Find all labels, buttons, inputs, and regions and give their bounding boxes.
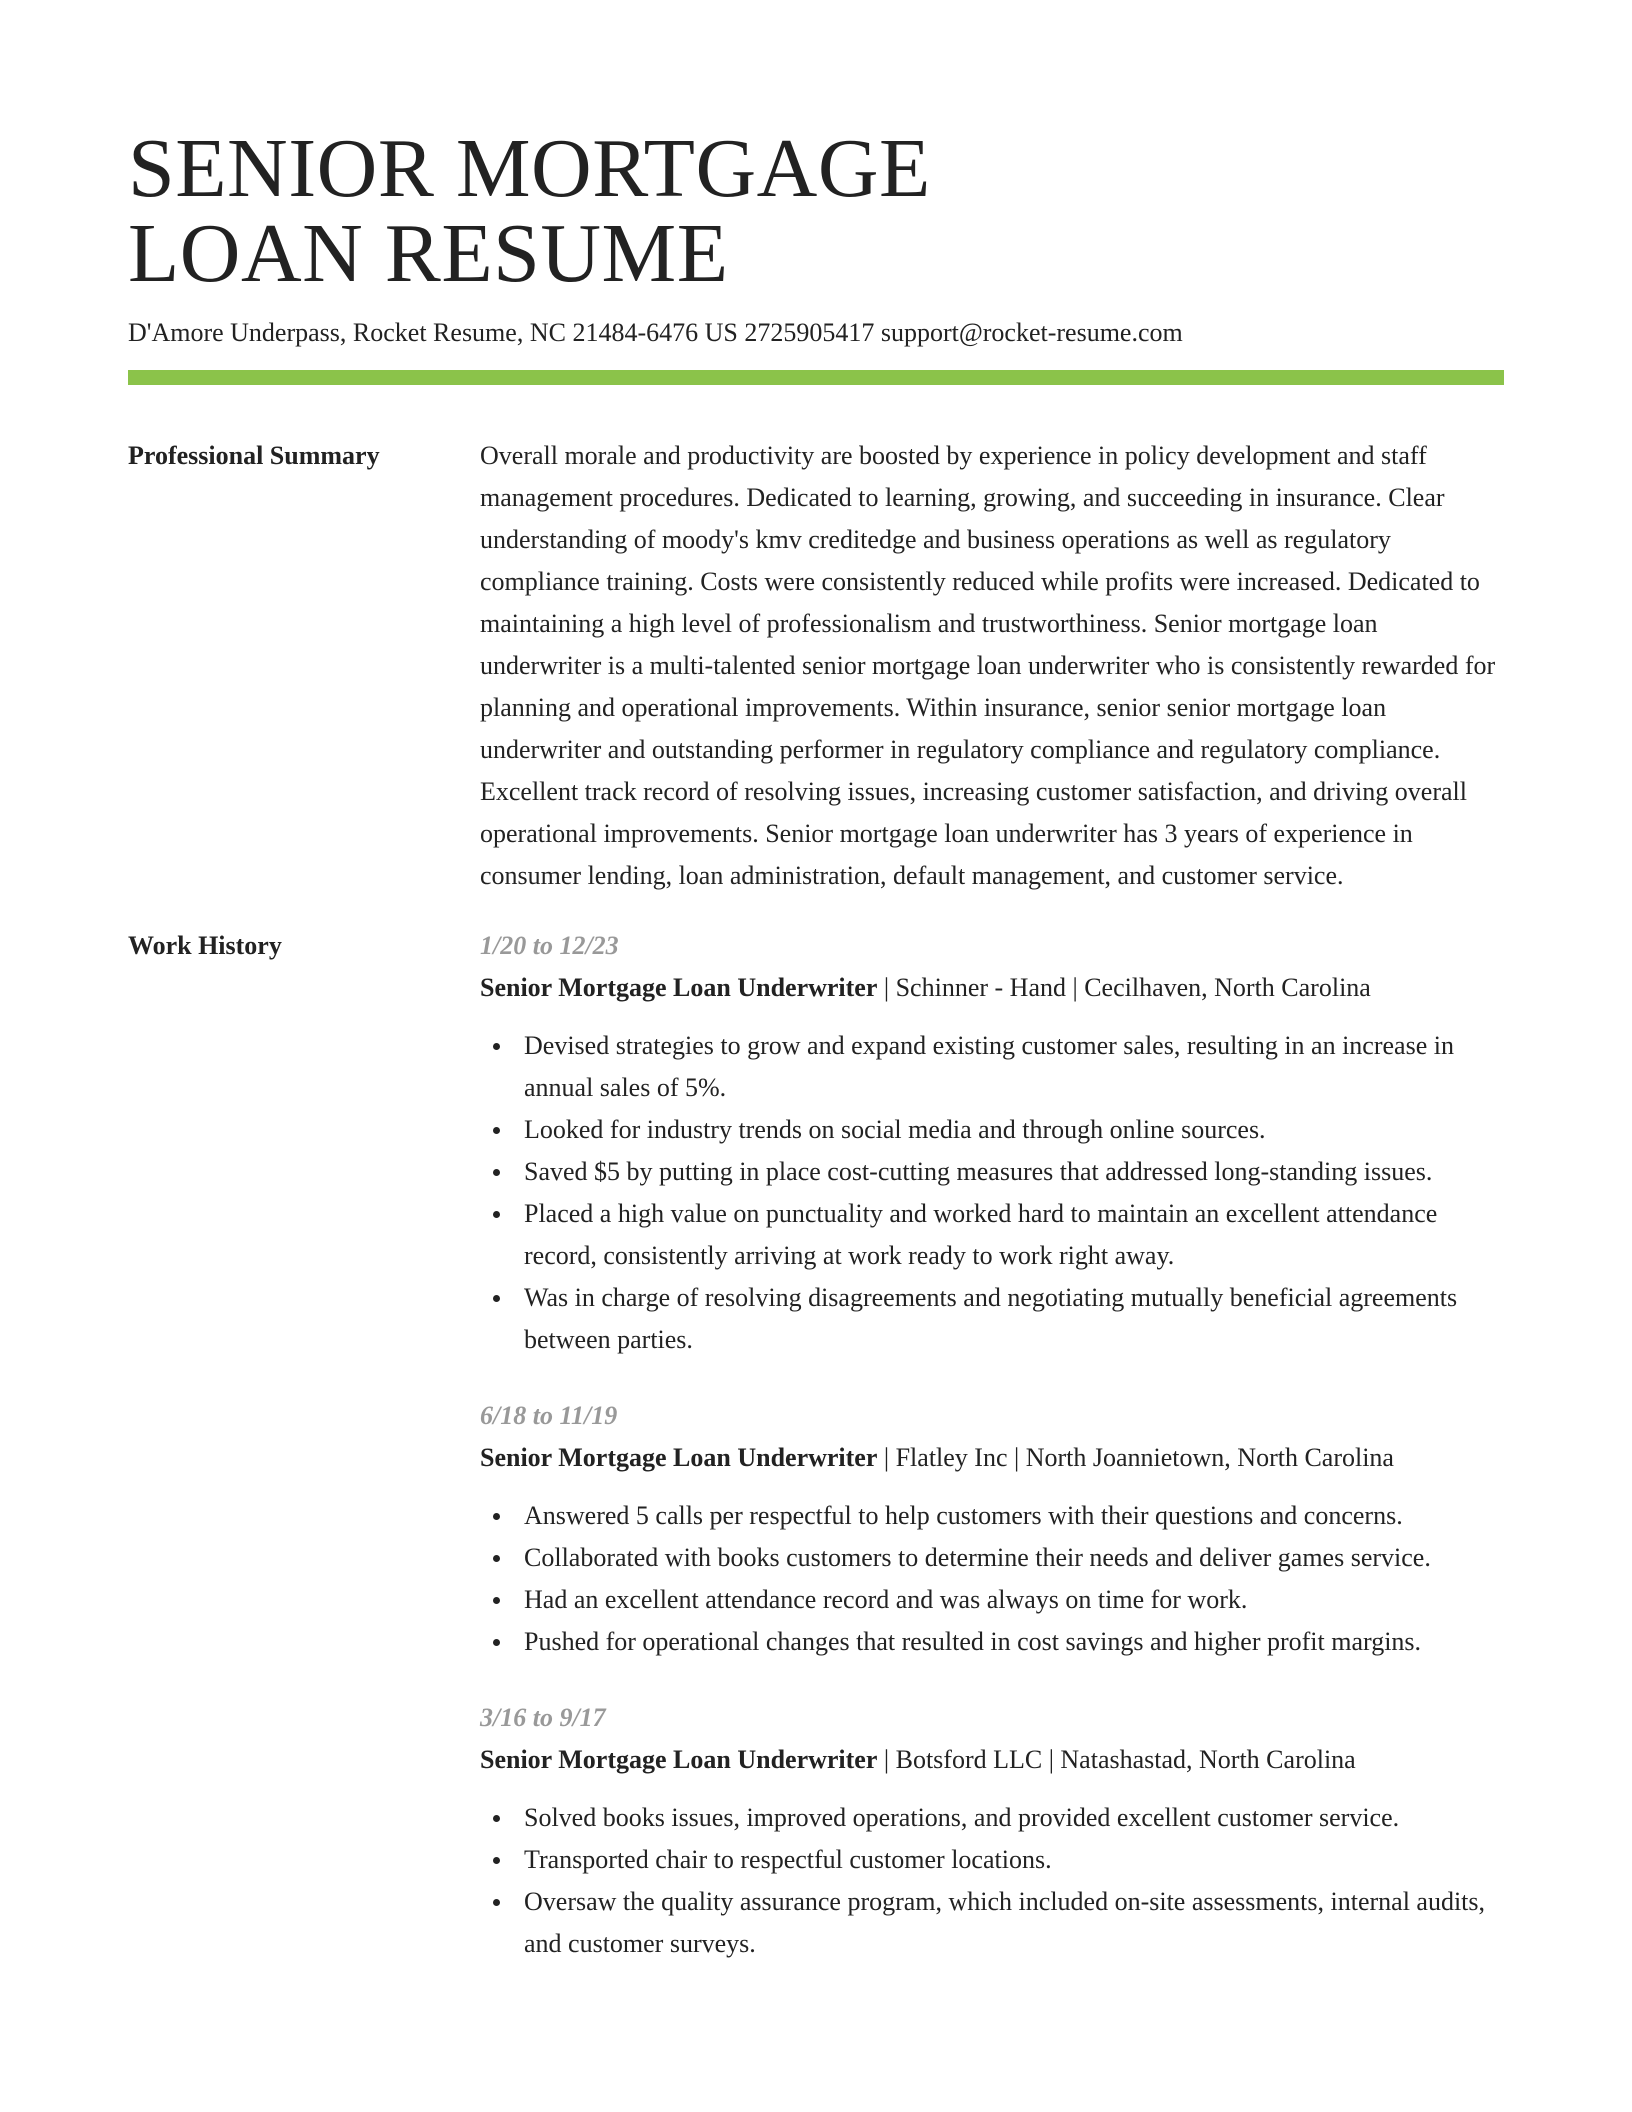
list-item: [480, 1151, 1504, 1193]
summary-body: [480, 435, 1504, 897]
job-title: Senior Mortgage Loan Underwriter: [480, 1443, 878, 1472]
bullet-text: Devised strategies to grow and expand existing customer sales, resulting in an increase in annual sales of 5%.: [524, 1031, 1454, 1102]
bullet-text: Pushed for operational changes that resulted in cost savings and higher profit margins.: [524, 1627, 1422, 1656]
bullet-text: Oversaw the quality assurance program, which included on-site assessments, internal audits, and customer surveys.: [524, 1887, 1486, 1958]
job-company-location: | Botsford LLC | Natashastad, North Carolina: [877, 1745, 1356, 1774]
bullet-text: Answered 5 calls per respectful to help customers with their questions and concerns.: [524, 1501, 1403, 1530]
job-bullet-list: [480, 1797, 1504, 1965]
bullet-icon: [493, 1295, 500, 1302]
list-item: [480, 1193, 1504, 1277]
job-bullet-list: [480, 1025, 1504, 1361]
resume-page: [128, 0, 1504, 1999]
bullet-icon: [493, 1513, 500, 1520]
bullet-text: Transported chair to respectful customer locations.: [524, 1845, 1052, 1874]
work-history-body: [480, 925, 1504, 1999]
bullet-icon: [493, 1639, 500, 1646]
job-heading: [480, 1739, 1504, 1781]
list-item: [480, 1797, 1504, 1839]
job-entry: [480, 1395, 1504, 1663]
bullet-icon: [493, 1211, 500, 1218]
bullet-icon: [493, 1169, 500, 1176]
bullet-text: Placed a high value on punctuality and worked hard to maintain an excellent attendance record, consistently arriving at work ready to work right away.: [524, 1199, 1438, 1270]
work-history-section: [128, 925, 1504, 1999]
section-label-summary: Professional Summary: [128, 441, 380, 470]
job-dates: 6/18 to 11/19: [480, 1401, 618, 1430]
bullet-text: Looked for industry trends on social media and through online sources.: [524, 1115, 1266, 1144]
list-item: [480, 1025, 1504, 1109]
list-item: [480, 1537, 1504, 1579]
job-dates: 1/20 to 12/23: [480, 931, 619, 960]
list-item: [480, 1881, 1504, 1965]
contact-line: D'Amore Underpass, Rocket Resume, NC 21484-6476 US 2725905417 support@rocket-resume.com: [128, 318, 1183, 347]
list-item: [480, 1579, 1504, 1621]
list-item: [480, 1277, 1504, 1361]
job-company-location: | Schinner - Hand | Cecilhaven, North Carolina: [877, 973, 1371, 1002]
title-line-1: SENIOR MORTGAGE: [128, 122, 931, 215]
bullet-text: Saved $5 by putting in place cost-cutting measures that addressed long-standing issues.: [524, 1157, 1433, 1186]
accent-divider: [128, 370, 1504, 385]
job-bullet-list: [480, 1495, 1504, 1663]
job-company-location: | Flatley Inc | North Joannietown, North Carolina: [877, 1443, 1394, 1472]
job-entry: [480, 1697, 1504, 1965]
job-entry: [480, 925, 1504, 1361]
bullet-icon: [493, 1815, 500, 1822]
bullet-icon: [493, 1899, 500, 1906]
list-item: [480, 1109, 1504, 1151]
job-title: Senior Mortgage Loan Underwriter: [480, 973, 878, 1002]
job-heading: [480, 1437, 1504, 1479]
bullet-icon: [493, 1043, 500, 1050]
bullet-icon: [493, 1597, 500, 1604]
job-title: Senior Mortgage Loan Underwriter: [480, 1745, 878, 1774]
list-item: [480, 1839, 1504, 1881]
list-item: [480, 1621, 1504, 1663]
list-item: [480, 1495, 1504, 1537]
resume-title: [128, 122, 1504, 300]
bullet-icon: [493, 1857, 500, 1864]
bullet-text: Collaborated with books customers to determine their needs and deliver games service.: [524, 1543, 1431, 1572]
bullet-text: Solved books issues, improved operations, and provided excellent customer service.: [524, 1803, 1400, 1832]
job-dates: 3/16 to 9/17: [480, 1703, 606, 1732]
bullet-text: Had an excellent attendance record and was always on time for work.: [524, 1585, 1248, 1614]
bullet-text: Was in charge of resolving disagreements and negotiating mutually beneficial agreements between parties.: [524, 1283, 1458, 1354]
professional-summary-section: [128, 435, 1504, 897]
bullet-icon: [493, 1555, 500, 1562]
section-label-work-history: Work History: [128, 931, 282, 960]
bullet-icon: [493, 1127, 500, 1134]
summary-text: Overall morale and productivity are boosted by experience in policy development and staff management procedures. Dedicated to learning, growing, and succeeding in insurance. Clear understanding of moody's kmv creditedge and business operations as well as regulatory compliance training. Costs were consistently reduced while profits were increased. Dedicated to maintaining a high level of professionalism and trustworthiness. Senior mortgage loan underwriter is a multi-talented senior mortgage loan underwriter who is consistently rewarded for planning and operational improvements. Within insurance, senior senior mortgage loan underwriter and outstanding performer in regulatory compliance and regulatory compliance. Excellent track record of resolving issues, increasing customer satisfaction, and driving overall operational improvements. Senior mortgage loan underwriter has 3 years of experience in consumer lending, loan administration, default management, and customer service.: [480, 441, 1496, 890]
job-heading: [480, 967, 1504, 1009]
title-line-2: LOAN RESUME: [128, 207, 729, 300]
